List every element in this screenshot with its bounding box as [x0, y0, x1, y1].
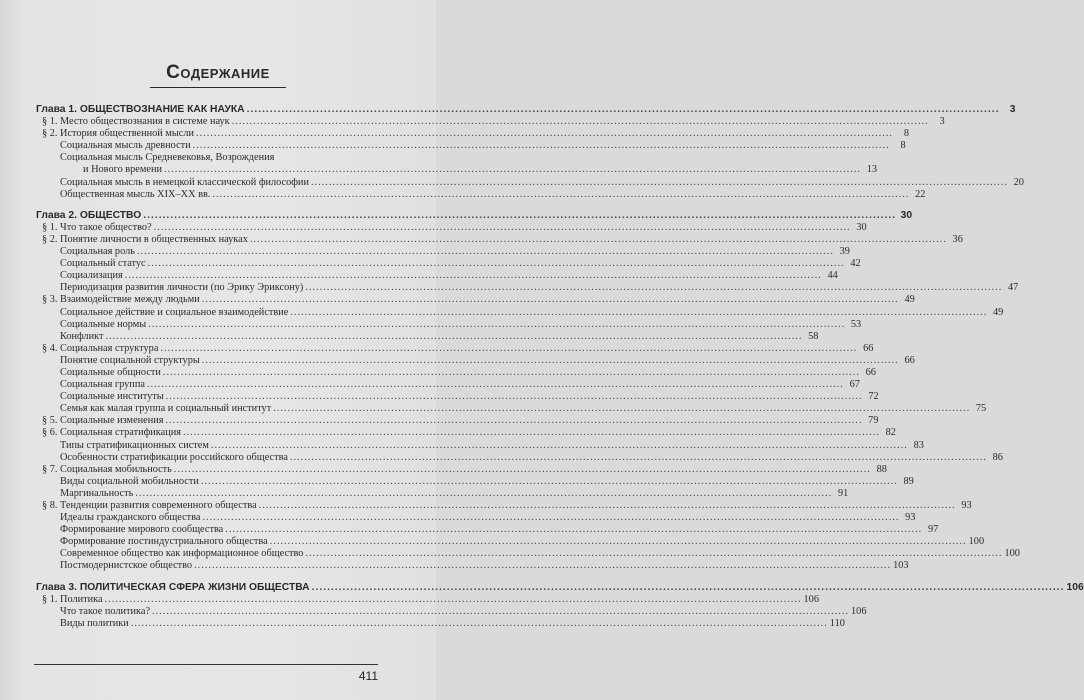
- toc-section: [36, 427, 896, 439]
- toc-subsection: [36, 560, 909, 572]
- toc-dot-leader: [193, 140, 890, 152]
- toc-section: [36, 342, 874, 355]
- section-gap: [36, 573, 378, 582]
- toc-subsection: [36, 439, 924, 452]
- toc-page-number: 53: [850, 318, 862, 330]
- toc-dot-leader: [154, 222, 851, 234]
- toc-dot-leader: [247, 104, 1000, 116]
- toc-page-number: 93: [961, 500, 972, 511]
- toc-entry-title: Социальная мысль Средневековья, Возрождения: [60, 152, 275, 164]
- toc-page-number: 49: [993, 306, 1004, 318]
- toc-page-number: 8: [900, 140, 906, 152]
- toc-subsection: [36, 306, 1004, 319]
- toc-subsection: [36, 536, 985, 548]
- toc-subsection: [36, 366, 876, 379]
- toc-dot-leader: [305, 548, 1002, 560]
- toc-subsection: [36, 617, 845, 630]
- toc-subsection: [36, 258, 861, 270]
- toc-subsection: [36, 354, 915, 367]
- page-number: 411: [358, 669, 378, 683]
- toc-subsection: [36, 176, 1024, 189]
- toc-page-number: 42: [850, 258, 861, 270]
- toc-entry-title: § 3. Взаимодействие между людьми: [42, 294, 200, 306]
- footer-rule: [34, 664, 378, 665]
- toc-entry-title: § 1. Что такое общество?: [42, 221, 152, 233]
- toc-dot-leader: [196, 128, 893, 140]
- toc-subsection: [36, 152, 378, 164]
- toc-subsection: [36, 451, 1003, 464]
- toc-page-number: 3: [1009, 104, 1016, 115]
- toc-dot-leader: [201, 476, 898, 488]
- toc-dot-leader: [125, 270, 822, 282]
- toc-dot-leader: [250, 234, 947, 246]
- toc-page-number: 8: [903, 128, 909, 140]
- toc-page-number: 66: [863, 342, 874, 354]
- toc-chapter: [36, 209, 913, 222]
- toc-entry-title: Социальная группа: [60, 379, 145, 391]
- toc-section: [36, 500, 972, 512]
- toc-entry-title: § 1. Место обществознания в системе наук: [42, 116, 230, 128]
- toc-page-number: 106: [1066, 581, 1084, 593]
- toc-dot-leader: [143, 210, 896, 222]
- toc-page-number: 83: [913, 439, 924, 451]
- toc-section: [36, 294, 915, 306]
- toc-page-number: 66: [904, 354, 915, 366]
- toc-entry-title: Виды политики: [60, 617, 129, 629]
- toc-dot-leader: [105, 594, 802, 606]
- toc-dot-leader: [131, 618, 828, 630]
- toc-dot-leader: [290, 307, 987, 319]
- toc-dot-leader: [212, 189, 909, 201]
- toc-subsection: [36, 512, 916, 524]
- toc-subsection: [36, 140, 906, 152]
- toc-entry-title: Семья как малая группа и социальный институт: [60, 403, 272, 415]
- toc-dot-leader: [183, 427, 880, 439]
- toc-dot-leader: [135, 488, 832, 500]
- toc-page-number: 39: [839, 246, 850, 258]
- toc-subsection: [36, 524, 939, 536]
- toc-entry-title: Что такое политика?: [60, 605, 151, 617]
- toc-subsection: [36, 379, 860, 391]
- toc-entry-title: Социальные общности: [60, 366, 161, 378]
- table-of-contents: [36, 104, 1084, 630]
- title-underline: [150, 87, 286, 88]
- toc-dot-leader: [164, 164, 861, 176]
- toc-entry-title: Социализация: [60, 270, 123, 282]
- toc-entry-title: Периодизация развития личности (по Эрику Эриксону): [60, 282, 304, 294]
- toc-page-number: 88: [876, 463, 887, 475]
- toc-entry-title: Маргинальность: [60, 487, 134, 499]
- section-gap: [36, 201, 378, 210]
- toc-subsection: [36, 330, 819, 343]
- toc-page-number: 100: [1004, 548, 1020, 560]
- toc-entry-title: Постмодернистское общество: [60, 560, 193, 572]
- toc-entry-title: Формирование мирового сообщества: [60, 524, 224, 536]
- toc-section: [36, 221, 867, 234]
- toc-chapter: [36, 581, 1084, 594]
- toc-subsection: [36, 164, 877, 176]
- toc-dot-leader: [305, 282, 1002, 294]
- toc-dot-leader: [290, 452, 987, 464]
- toc-section: [36, 233, 963, 246]
- toc-page-number: 97: [927, 524, 939, 536]
- toc-page-number: 13: [866, 164, 877, 176]
- toc-page-number: 67: [849, 379, 860, 391]
- toc-subsection: [36, 246, 850, 258]
- toc-entry-title: Современное общество как информационное общество: [60, 548, 304, 560]
- toc-entry-title: Социальные институты: [60, 391, 164, 403]
- toc-section: [36, 463, 887, 476]
- toc-entry-title: Общественная мысль XIX–XX вв.: [60, 188, 211, 200]
- toc-section: [36, 128, 909, 140]
- toc-entry-title: Социальная роль: [60, 246, 135, 258]
- toc-page-number: 82: [885, 427, 896, 439]
- toc-page-number: 86: [992, 451, 1003, 463]
- toc-entry-title: Социальное действие и социальное взаимодействие: [60, 306, 289, 318]
- toc-subsection: [36, 188, 926, 201]
- toc-page-number: 79: [868, 415, 879, 427]
- toc-subsection: [36, 318, 862, 331]
- toc-section: [36, 415, 879, 427]
- toc-dot-leader: [194, 560, 891, 572]
- toc-entry-title: § 2. Понятие личности в общественных науках: [42, 233, 248, 245]
- toc-entry-title: Формирование постиндустриального общества: [60, 536, 268, 548]
- toc-entry-title: Виды социальной мобильности: [60, 475, 199, 487]
- toc-entry-title: Глава 3. ПОЛИТИЧЕСКАЯ СФЕРА ЖИЗНИ ОБЩЕСТВА: [36, 581, 310, 593]
- toc-page-number: 110: [829, 617, 845, 629]
- toc-entry-title: Понятие социальной структуры: [60, 354, 200, 366]
- toc-section: [36, 116, 945, 128]
- toc-dot-leader: [105, 331, 802, 343]
- toc-entry-title: Конфликт: [60, 330, 104, 342]
- toc-page-number: 20: [1013, 176, 1024, 188]
- toc-subsection: [36, 605, 867, 618]
- toc-entry-title: Особенности стратификации российского общества: [60, 451, 288, 463]
- toc-entry-title: и Нового времени: [83, 164, 162, 176]
- toc-page-number: 106: [803, 593, 819, 605]
- toc-section: [36, 593, 819, 606]
- toc-page-number: 93: [905, 512, 916, 524]
- toc-page-number: 72: [868, 391, 879, 403]
- toc-subsection: [36, 403, 987, 415]
- toc-page-number: 22: [915, 188, 926, 200]
- toc-subsection: [36, 270, 838, 282]
- toc-page-number: 100: [968, 536, 985, 548]
- toc-entry-title: § 1. Политика: [42, 593, 103, 605]
- toc-dot-leader: [165, 415, 862, 427]
- toc-subsection: [36, 487, 849, 500]
- toc-page-number: 49: [904, 294, 915, 306]
- toc-dot-leader: [147, 379, 844, 391]
- toc-page-number: 36: [952, 233, 963, 245]
- toc-entry-title: Глава 2. ОБЩЕСТВО: [36, 209, 142, 221]
- toc-subsection: [36, 548, 1020, 560]
- toc-entry-title: § 6. Социальная стратификация: [42, 427, 181, 439]
- toc-entry-title: § 5. Социальные изменения: [42, 415, 164, 427]
- toc-dot-leader: [202, 512, 899, 524]
- toc-dot-leader: [202, 355, 899, 367]
- toc-entry-title: § 7. Социальная мобильность: [42, 463, 172, 475]
- toc-dot-leader: [148, 319, 845, 331]
- toc-subsection: [36, 391, 879, 403]
- toc-entry-title: Социальная мысль в немецкой классической философии: [60, 176, 309, 188]
- toc-page-number: 91: [837, 487, 849, 499]
- toc-page-number: 30: [900, 209, 913, 221]
- toc-page-number: 66: [865, 366, 876, 378]
- toc-subsection: [36, 282, 1019, 294]
- toc-page-number: 75: [975, 403, 987, 415]
- toc-page-number: 89: [903, 475, 914, 487]
- toc-entry-title: Социальные нормы: [60, 318, 147, 330]
- toc-dot-leader: [152, 606, 849, 618]
- toc-page-number: 30: [856, 221, 867, 233]
- toc-dot-leader: [163, 367, 860, 379]
- toc-page-number: 3: [939, 116, 945, 128]
- toc-page-number: 106: [851, 605, 867, 617]
- toc-dot-leader: [211, 440, 908, 452]
- toc-entry-title: § 4. Социальная структура: [42, 342, 159, 354]
- toc-entry-title: § 8. Тенденции развития современного общества: [42, 500, 257, 511]
- toc-dot-leader: [137, 246, 834, 258]
- toc-entry-title: Глава 1. ОБЩЕСТВОЗНАНИЕ КАК НАУКА: [36, 104, 245, 115]
- toc-dot-leader: [174, 464, 871, 476]
- toc-dot-leader: [160, 343, 857, 355]
- toc-dot-leader: [148, 258, 845, 270]
- toc-chapter: [36, 104, 1016, 116]
- toc-subsection: [36, 475, 914, 488]
- toc-dot-leader: [311, 177, 1008, 189]
- toc-dot-leader: [312, 582, 1065, 594]
- toc-entry-title: § 2. История общественной мысли: [42, 128, 194, 140]
- toc-page-number: 58: [808, 330, 819, 342]
- toc-dot-leader: [166, 391, 863, 403]
- toc-page-number: 103: [893, 560, 909, 572]
- page-title: Содержание: [166, 62, 270, 83]
- toc-dot-leader: [202, 294, 899, 306]
- toc-page-number: 44: [827, 270, 838, 282]
- toc-page-number: 47: [1008, 282, 1019, 294]
- toc-dot-leader: [232, 116, 929, 128]
- toc-dot-leader: [273, 403, 970, 415]
- toc-entry-title: Типы стратификационных систем: [60, 439, 209, 451]
- toc-entry-title: Идеалы гражданского общества: [60, 512, 201, 524]
- toc-dot-leader: [225, 524, 922, 536]
- toc-dot-leader: [259, 500, 956, 512]
- toc-entry-title: Социальный статус: [60, 258, 146, 270]
- toc-dot-leader: [270, 536, 967, 548]
- toc-entry-title: Социальная мысль древности: [60, 140, 191, 152]
